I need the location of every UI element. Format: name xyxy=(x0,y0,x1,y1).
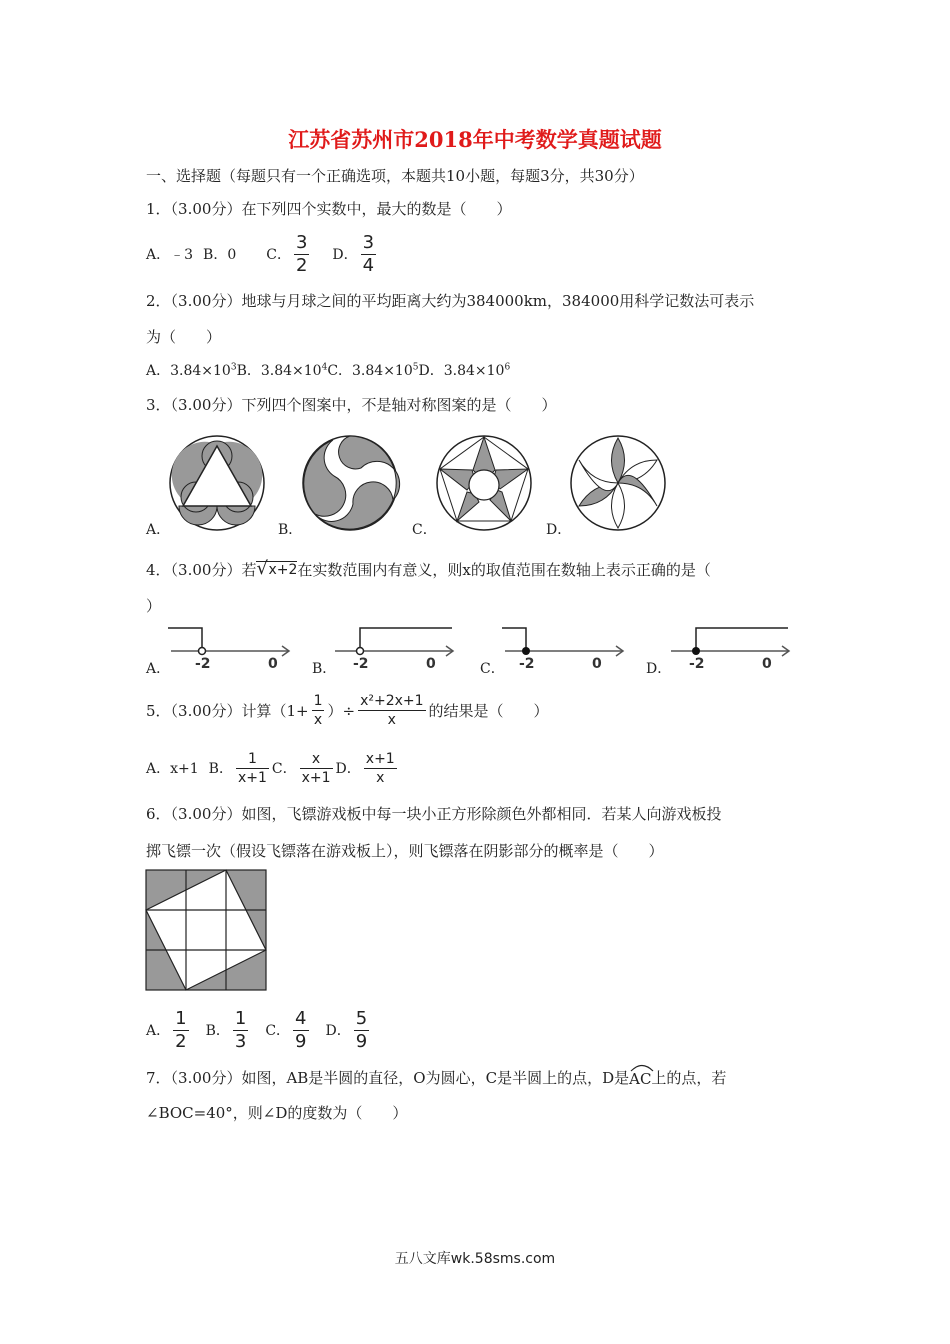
option-d-fraction xyxy=(354,1008,369,1053)
question-2-stem-line2: 为（ ） xyxy=(146,328,222,346)
numerator: x+1 xyxy=(365,750,395,767)
exponent: 6 xyxy=(504,362,511,373)
number-line-a-figure xyxy=(166,626,296,672)
swirl-pattern-figure xyxy=(301,434,401,534)
question-7-stem-line1 xyxy=(146,1066,726,1088)
denominator: 9 xyxy=(295,1030,307,1052)
question-2-options xyxy=(146,360,510,380)
denominator: 2 xyxy=(175,1030,187,1052)
denominator: 4 xyxy=(362,254,375,276)
tick-label-neg2: -2 xyxy=(689,656,705,672)
number-line-c-figure xyxy=(500,626,630,672)
tick-label-neg2: -2 xyxy=(519,656,535,672)
option-a-label: A． xyxy=(146,522,171,538)
option-b-label: B． xyxy=(312,661,337,677)
circle-triangle-pattern-figure xyxy=(168,434,268,534)
option-a-label: A． xyxy=(146,1023,171,1039)
radicand: x+2 xyxy=(268,562,298,578)
stem-prefix: 7．（3.00分）如图，AB是半圆的直径，O为圆心，C是半圆上的点，D是 xyxy=(146,1069,630,1087)
dartboard-grid-figure xyxy=(145,870,267,990)
option-d-label: D． xyxy=(646,661,672,677)
option-d-fraction xyxy=(361,232,376,277)
radical-expression xyxy=(256,558,298,579)
radical-sign-icon: √ xyxy=(256,558,268,579)
exponent: 5 xyxy=(412,362,419,373)
option-a: A．﹣3 xyxy=(146,247,194,263)
option-c-label: C． xyxy=(412,522,437,538)
question-5-options xyxy=(146,746,400,790)
question-4-stem xyxy=(146,559,711,580)
denominator: x xyxy=(387,711,396,728)
arc-label: AC xyxy=(629,1070,652,1088)
question-1-options xyxy=(146,232,379,276)
option-c-fraction xyxy=(293,1008,308,1053)
exponent: 4 xyxy=(321,362,328,373)
tick-label-zero: 0 xyxy=(592,656,602,672)
option-b-label: B． xyxy=(278,522,303,538)
option-c-label: C． xyxy=(266,247,291,263)
fraction-1-over-x xyxy=(312,692,325,729)
stem-suffix: 在实数范围内有意义，则x的取值范围在数轴上表示正确的是（ xyxy=(297,561,711,579)
star-flower-pattern-figure xyxy=(435,434,535,534)
option-d: D．3.84×10 xyxy=(418,363,505,379)
division-sign: ）÷ xyxy=(327,701,356,720)
page-title: 江苏省苏州市2018年中考数学真题试题 xyxy=(288,127,662,152)
question-3-stem: 3．（3.00分）下列四个图案中，不是轴对称图案的是（ ） xyxy=(146,396,557,414)
option-b-label: B． xyxy=(208,761,233,777)
option-b: B．0 xyxy=(203,247,237,263)
option-a-fraction xyxy=(173,1008,188,1053)
option-a: A．3.84×10 xyxy=(146,363,231,379)
number-line-d-figure xyxy=(666,626,796,672)
stem-prefix: 4．（3.00分）若 xyxy=(146,561,257,579)
question-4-stem-line2: ） xyxy=(146,597,162,615)
denominator: 2 xyxy=(295,254,308,276)
option-c-label: C． xyxy=(480,661,505,677)
option-c: C．3.84×10 xyxy=(327,363,413,379)
option-b-fraction xyxy=(236,750,269,787)
denominator: x+1 xyxy=(237,769,267,786)
denominator: x xyxy=(376,769,385,786)
option-d-label: D． xyxy=(546,522,572,538)
tick-label-zero: 0 xyxy=(426,656,436,672)
denominator: x xyxy=(313,711,323,728)
arc-mark-icon xyxy=(629,1062,655,1072)
option-d-fraction xyxy=(364,750,397,787)
numerator: 1 xyxy=(236,750,269,769)
option-a-label: A． xyxy=(146,661,171,677)
option-b: B．3.84×10 xyxy=(236,363,322,379)
numerator: 5 xyxy=(355,1007,368,1029)
numerator: 1 xyxy=(234,1007,247,1029)
option-c-label: C． xyxy=(271,761,297,777)
numerator: 1 xyxy=(175,1007,187,1029)
option-c-label: C． xyxy=(265,1023,291,1039)
fraction-quadratic-over-x xyxy=(358,692,425,729)
question-1-stem: 1．（3.00分）在下列四个实数中，最大的数是（ ） xyxy=(146,200,512,218)
numerator: 4 xyxy=(295,1007,307,1029)
numerator: 3 xyxy=(362,231,375,253)
option-b-label: B． xyxy=(205,1023,230,1039)
stem-suffix: 上的点，若 xyxy=(651,1069,727,1087)
number-line-b-figure xyxy=(330,626,460,672)
option-d-label: D． xyxy=(325,1023,351,1039)
numerator: x²+2x+1 xyxy=(360,692,424,709)
denominator: 3 xyxy=(234,1030,247,1052)
denominator: x+1 xyxy=(301,769,331,786)
option-c-fraction xyxy=(300,750,333,787)
exponent: 3 xyxy=(230,362,237,373)
question-5-stem xyxy=(146,688,549,732)
question-6-stem-line2: 掷飞镖一次（假设飞镖落在游戏板上），则飞镖落在阴影部分的概率是（ ） xyxy=(146,842,664,860)
question-6-options xyxy=(146,1008,372,1052)
denominator: 9 xyxy=(355,1030,368,1052)
tick-label-neg2: -2 xyxy=(353,656,369,672)
numerator: 3 xyxy=(295,231,308,253)
option-d-label: D． xyxy=(335,761,361,777)
option-b-fraction xyxy=(233,1008,248,1053)
stem-prefix: 5．（3.00分）计算（1+ xyxy=(146,701,309,720)
question-7-stem-line2: ∠BOC=40°，则∠D的度数为（ ） xyxy=(146,1104,408,1122)
numerator: x xyxy=(300,750,333,769)
tick-label-neg2: -2 xyxy=(195,656,211,672)
option-d-label: D． xyxy=(332,247,358,263)
six-petal-flower-figure xyxy=(569,434,669,534)
option-a: A．x+1 xyxy=(146,761,199,777)
tick-label-zero: 0 xyxy=(268,656,278,672)
stem-suffix: 的结果是（ ） xyxy=(428,701,549,720)
question-2-stem-line1: 2．（3.00分）地球与月球之间的平均距离大约为384000km，384000用科学记数法可表示 xyxy=(146,292,755,310)
section-heading: 一、选择题（每题只有一个正确选项，本题共10小题，每题3分，共30分） xyxy=(146,167,644,185)
numerator: 1 xyxy=(313,692,323,709)
question-6-stem-line1: 6．（3.00分）如图，飞镖游戏板中每一块小正方形除颜色外都相同．若某人向游戏板投 xyxy=(146,805,722,823)
tick-label-zero: 0 xyxy=(762,656,772,672)
arc-notation xyxy=(629,1066,651,1088)
footer-watermark: 五八文库wk.58sms.com xyxy=(394,1251,556,1267)
option-c-fraction xyxy=(294,232,309,277)
